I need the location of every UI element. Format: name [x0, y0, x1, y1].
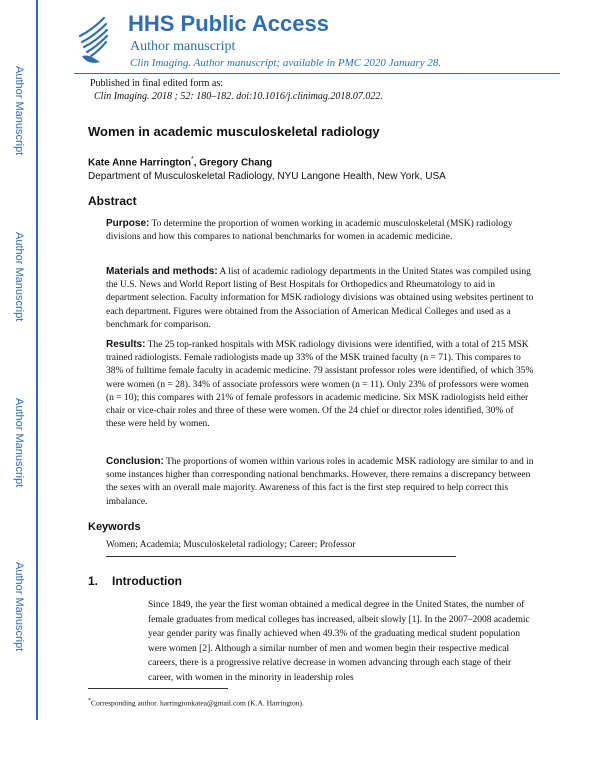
- footnote-divider: [88, 688, 228, 689]
- abstract-conclusion: [106, 455, 534, 509]
- purpose-label: Purpose:: [106, 218, 150, 229]
- hhs-eagle-logo-icon: [74, 12, 114, 66]
- header-divider: [74, 73, 560, 74]
- results-text: The 25 top-ranked hospitals with MSK radiology divisions were identified, with a total of 215 MSK trained radiologists. Female radiologists made up 33% of the MSK trained faculty (n = 71). This compares to 38% of fulltime female faculty in academic medicine. 79 assistant professor roles were identified, of which 35% were women (n = 28). 34% of associate professors were women (n = 11). Only 23% of professors were women (n = 10); this compares with 21% of female professors in academic medicine. Six MSK radiologists held either chair or vice-chair roles and three of these were women. Of the 24 chief or director roles identified, 30% of these were held by women.: [106, 340, 534, 430]
- conclusion-label: Conclusion:: [106, 456, 164, 467]
- methods-label: Materials and methods:: [106, 266, 218, 277]
- article-title: Women in academic musculoskeletal radiology: [88, 124, 380, 139]
- citation-text: Clin Imaging. 2018 ; 52: 180–182. doi:10.1016/j.clinimag.2018.07.022.: [94, 91, 383, 102]
- introduction-paragraph: Since 1849, the year the first woman obtained a medical degree in the United States, the number of female graduates from medical colleges has increased, albeit slowly [1]. In the 2007–2008 academic year gender parity was finally achieved when 49.3% of the graduating medical student population were women [2]. Although a similar number of men and women begin their respective medical careers, there is a progressive relative decrease in women advancing through each stage of their career, with women in the minority in leadership roles: [148, 600, 530, 683]
- side-label-1: Author Manuscript: [13, 66, 25, 156]
- author-2: , Gregory Chang: [193, 157, 273, 169]
- abstract-purpose: [106, 217, 534, 244]
- margin-rule: [36, 0, 38, 720]
- hhs-title: HHS Public Access: [128, 11, 329, 36]
- keywords-list: Women; Academia; Musculoskeletal radiology; Career; Professor: [106, 540, 356, 550]
- side-label-3: Author Manuscript: [13, 398, 25, 488]
- side-label-2: Author Manuscript: [13, 232, 25, 322]
- published-as: Published in final edited form as:: [90, 78, 224, 89]
- keywords-divider: [106, 556, 456, 557]
- conclusion-text: The proportions of women within various roles in academic MSK radiology are similar to and in some instances higher than corresponding national benchmarks. However, there remains a discrepancy between the sexes with an overall male majority. Awareness of this fact is the first step required to help correct this imbalance.: [106, 457, 534, 507]
- abstract-heading: Abstract: [88, 194, 137, 208]
- author-1: Kate Anne Harrington: [88, 157, 191, 169]
- manuscript-subtitle: Author manuscript: [130, 39, 236, 54]
- section-number: 1.: [88, 574, 99, 588]
- abstract-results: [106, 338, 534, 431]
- purpose-text: To determine the proportion of women working in academic musculoskeletal (MSK) radiology divisions and how this compares to national benchmarks for women in academic medicine.: [106, 219, 513, 243]
- results-label: Results:: [106, 339, 146, 350]
- journal-availability: [130, 56, 441, 70]
- section-title: Introduction: [112, 574, 182, 588]
- keywords-heading: Keywords: [88, 521, 141, 533]
- author-list: [88, 156, 272, 168]
- introduction-heading: [88, 574, 182, 588]
- citation: [94, 90, 383, 103]
- journal-availability-text: Clin Imaging. Author manuscript; available in PMC 2020 January 28.: [130, 57, 442, 69]
- corresponding-mark: *: [190, 156, 194, 163]
- footnote-text: Corresponding author. harringtonkatea@gmail.com (K.A. Harrington).: [91, 698, 304, 708]
- footnote-mark: *: [88, 698, 91, 704]
- affiliation: Department of Musculoskeletal Radiology, NYU Langone Health, New York, USA: [88, 171, 446, 182]
- footnote: [88, 698, 304, 708]
- methods-text: A list of academic radiology departments in the United States was compiled using the U.S. News and World Report listing of Best Hospitals for Orthopedics and Rheumatology to aid in department selection. Faculty information for MSK radiology divisions was obtained using websites pertinent to each department. Figures were obtained from the Association of American Medical Colleges and used as a benchmark for comparison.: [106, 267, 534, 330]
- abstract-methods: [106, 265, 534, 332]
- side-label-4: Author Manuscript: [13, 562, 25, 652]
